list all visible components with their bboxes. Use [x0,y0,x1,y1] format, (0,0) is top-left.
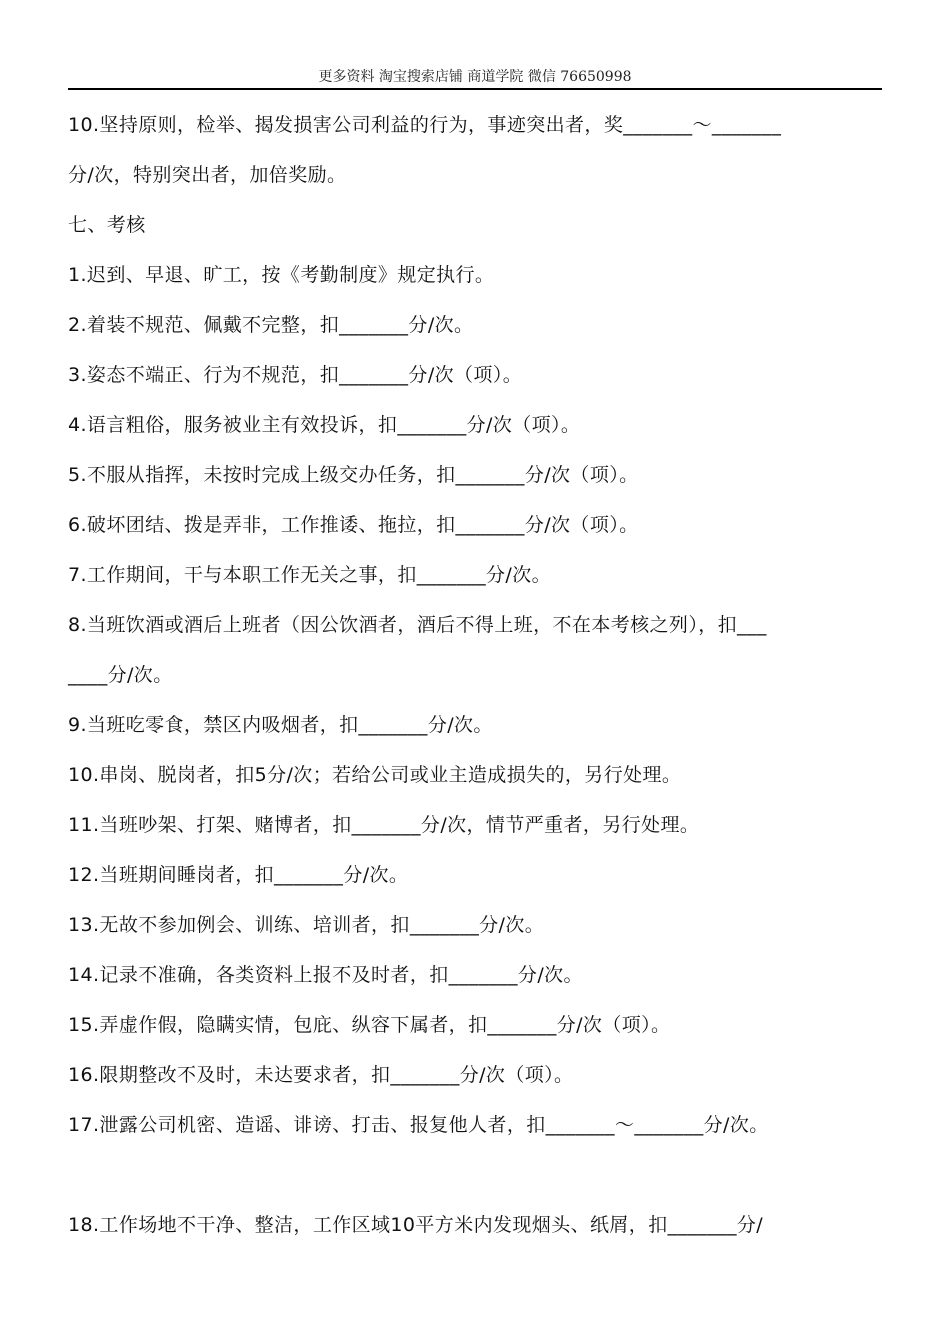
text-line: ____分/次。 [68,664,173,686]
text-line: 10.坚持原则，检举、揭发损害公司利益的行为，事迹突出者，奖_______～_______ [68,114,782,136]
list-item: 15.弄虚作假，隐瞒实情，包庇、纵容下属者，扣_______分/次（项）。 [68,1014,671,1036]
list-item: 12.当班期间睡岗者，扣_______分/次。 [68,864,409,886]
list-item: 14.记录不准确，各类资料上报不及时者，扣_______分/次。 [68,964,583,986]
list-item: 17.泄露公司机密、造谣、诽谤、打击、报复他人者，扣_______～_______分/次。 [68,1114,769,1136]
section-heading: 七、考核 [68,214,146,236]
list-item: 11.当班吵架、打架、赌博者，扣_______分/次，情节严重者，另行处理。 [68,814,700,836]
list-item: 9.当班吃零食，禁区内吸烟者，扣_______分/次。 [68,714,493,736]
list-item: 7.工作期间，干与本职工作无关之事，扣_______分/次。 [68,564,552,586]
text-line: 分/次，特别突出者，加倍奖励。 [68,164,347,186]
list-item: 6.破坏团结、拨是弄非，工作推诿、拖拉，扣_______分/次（项）。 [68,514,639,536]
list-item: 13.无故不参加例会、训练、培训者，扣_______分/次。 [68,914,545,936]
list-item: 3.姿态不端正、行为不规范，扣_______分/次（项）。 [68,364,523,386]
page-header: 更多资料 淘宝搜索店铺 商道学院 微信 76650998 [68,66,882,90]
list-item: 18.工作场地不干净、整洁，工作区域10平方米内发现烟头、纸屑，扣_______分/ [68,1214,764,1236]
blank-line [68,1150,884,1200]
list-item: 2.着装不规范、佩戴不完整，扣_______分/次。 [68,314,474,336]
list-item: 1.迟到、早退、旷工，按《考勤制度》规定执行。 [68,264,495,286]
list-item: 16.限期整改不及时，未达要求者，扣_______分/次（项）。 [68,1064,574,1086]
list-item: 5.不服从指挥，未按时完成上级交办任务，扣_______分/次（项）。 [68,464,639,486]
list-item: 4.语言粗俗，服务被业主有效投诉，扣_______分/次（项）。 [68,414,581,436]
list-item: 10.串岗、脱岗者，扣5分/次；若给公司或业主造成损失的，另行处理。 [68,764,682,786]
document-body [68,100,884,1250]
list-item: 8.当班饮酒或酒后上班者（因公饮酒者，酒后不得上班，不在本考核之列），扣___ [68,614,767,636]
